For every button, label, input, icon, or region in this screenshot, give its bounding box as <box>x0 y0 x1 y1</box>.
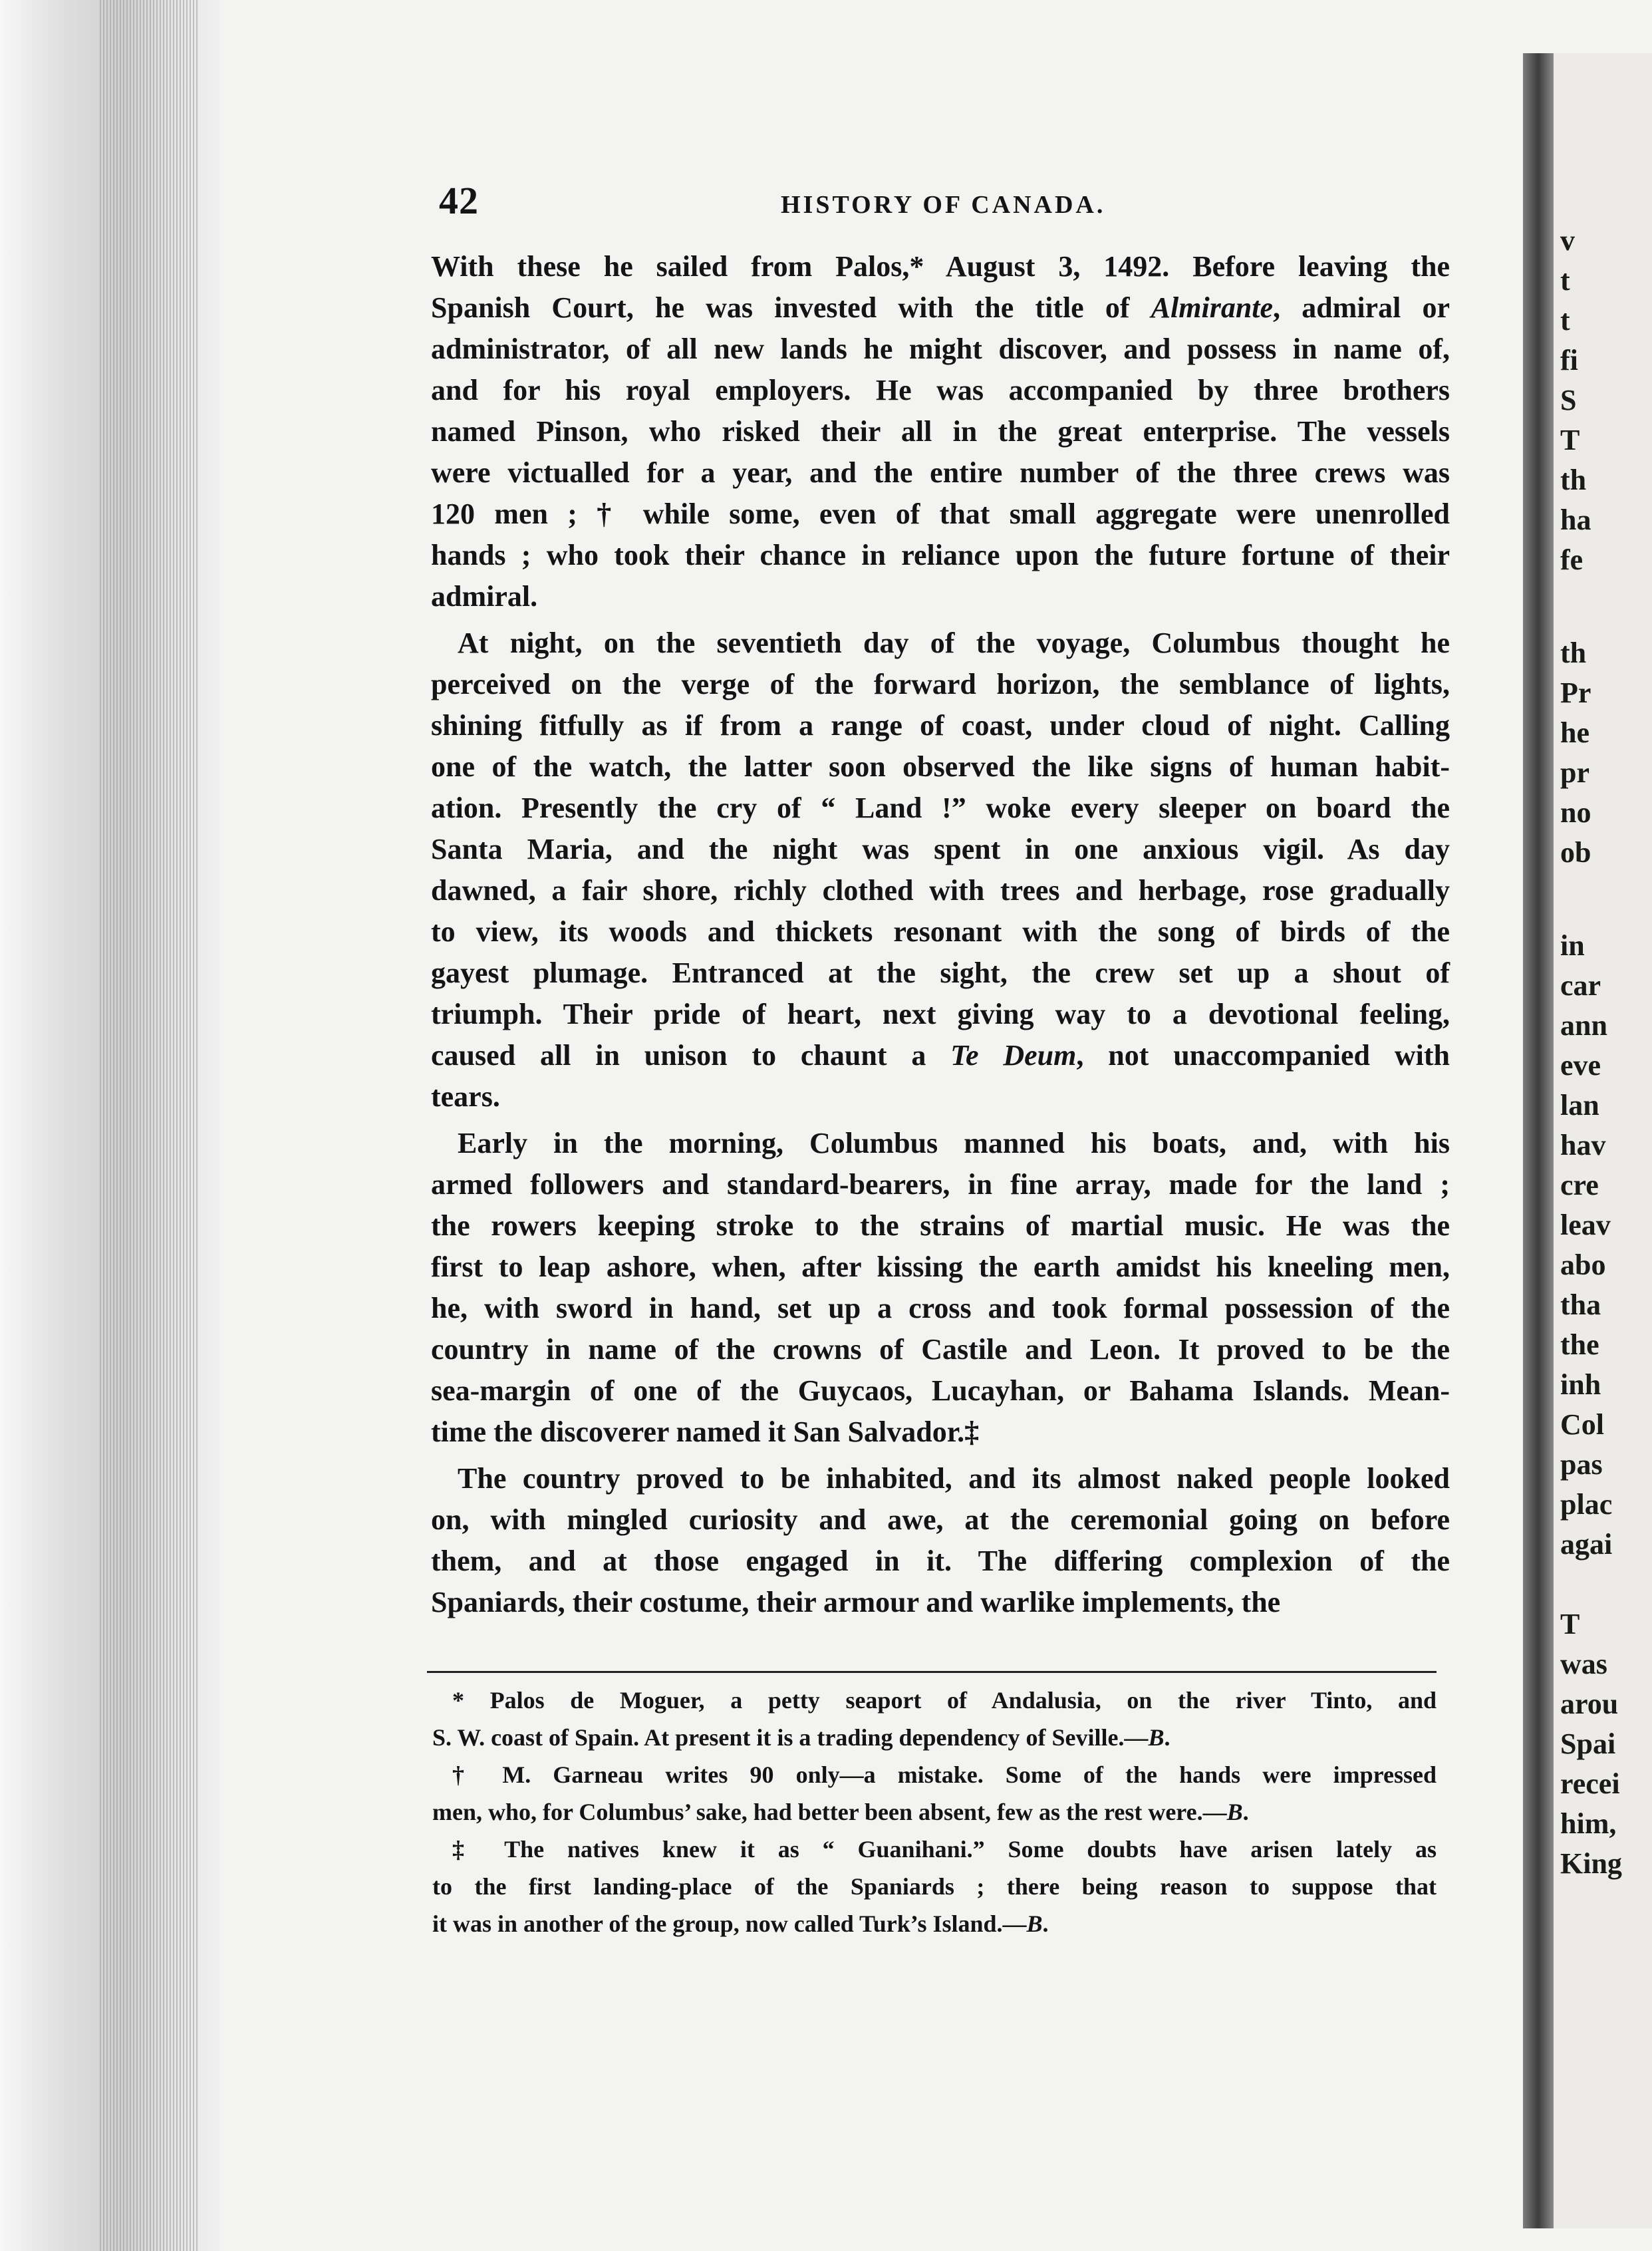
text-line: admiral. <box>431 580 538 613</box>
text-line: one of the watch, the latter soon observed the like signs of human habit- <box>431 750 1450 783</box>
text-line: At night, on the seventieth day of the voyage, Columbus thought he <box>458 627 1450 659</box>
page-edge-line <box>106 0 108 2251</box>
text-line: first to leap ashore, when, after kissing the earth amidst his kneeling men, <box>431 1251 1450 1283</box>
text-line: 120 men ; † while some, even of that small aggregate were unenrolled <box>431 498 1450 530</box>
facing-page-fragment: t <box>1560 264 1570 297</box>
page-edge-line <box>196 0 198 2251</box>
facing-page-fragment: ann <box>1560 1009 1607 1042</box>
facing-page-fragment: th <box>1560 637 1587 669</box>
facing-page-fragment: inh <box>1560 1368 1601 1401</box>
facing-page-fragment: no <box>1560 796 1591 829</box>
text-line: on, with mingled curiosity and awe, at the ceremonial going on before <box>431 1503 1450 1536</box>
page-edge-line <box>173 0 174 2251</box>
page-edge-line <box>160 0 161 2251</box>
footnote <box>432 1831 1437 1942</box>
binding-gutter <box>1523 53 1554 2228</box>
text-line: and for his royal employers. He was accompanied by three brothers <box>431 374 1450 406</box>
paragraph <box>431 1123 1450 1453</box>
text-line: Santa Maria, and the night was spent in one anxious vigil. As day <box>431 833 1450 865</box>
facing-page-fragment: Col <box>1560 1408 1604 1441</box>
text-line: triumph. Their pride of heart, next giving way to a devotional feeling, <box>431 998 1450 1030</box>
page-edge-line <box>163 0 164 2251</box>
facing-page-fragment: leav <box>1560 1209 1611 1241</box>
facing-page-fragment: he <box>1560 716 1589 749</box>
text-line: ation. Presently the cry of “ Land !” woke every sleeper on board the <box>431 792 1450 824</box>
facing-page-fragment: T <box>1560 1608 1580 1640</box>
page-edge-line <box>110 0 111 2251</box>
page-edge-line <box>103 0 104 2251</box>
text-line: time the discoverer named it San Salvador.‡ <box>431 1416 980 1448</box>
running-title: HISTORY OF CANADA. <box>781 191 1106 219</box>
text-line: gayest plumage. Entranced at the sight, the crew set up a shout of <box>431 957 1450 989</box>
facing-page-fragment: t <box>1560 304 1570 337</box>
footnote <box>432 1756 1437 1831</box>
facing-page-fragment: him, <box>1560 1807 1617 1840</box>
page-edge-line <box>150 0 151 2251</box>
text-line: tears. <box>431 1080 500 1113</box>
facing-page-fragment: ha <box>1560 504 1591 536</box>
text-line: The country proved to be inhabited, and its almost naked people looked <box>458 1462 1450 1495</box>
text-line: shining fitfully as if from a range of coast, under cloud of night. Calling <box>431 709 1450 742</box>
page-number: 42 <box>439 179 479 222</box>
facing-page-fragment: tha <box>1560 1288 1601 1321</box>
facing-page-fragment: King <box>1560 1847 1622 1880</box>
text-line: perceived on the verge of the forward horizon, the semblance of lights, <box>431 668 1450 700</box>
text-line: Spaniards, their costume, their armour and warlike implements, the <box>431 1586 1281 1618</box>
page-edge-line <box>126 0 128 2251</box>
facing-page-fragment: Pr <box>1560 676 1591 709</box>
text-line: Spanish Court, he was invested with the title of Almirante, admiral or <box>431 291 1450 324</box>
facing-page-fragment: the <box>1560 1328 1599 1361</box>
page-edge-line <box>140 0 141 2251</box>
facing-page-fragment: pas <box>1560 1448 1603 1481</box>
text-line: the rowers keeping stroke to the strains of martial music. He was the <box>431 1209 1450 1242</box>
facing-page-fragment: hav <box>1560 1129 1606 1161</box>
facing-page-fragment: Spai <box>1560 1727 1616 1760</box>
facing-page-fragment: S <box>1560 384 1577 416</box>
page-edge-line <box>133 0 134 2251</box>
page-edge-line <box>176 0 178 2251</box>
page-edge-line <box>180 0 181 2251</box>
footnote-line: ‡ The natives knew it as “ Guanihani.” Some doubts have arisen lately as <box>452 1836 1437 1863</box>
page-edge-line <box>166 0 168 2251</box>
facing-page-fragment: eve <box>1560 1049 1601 1082</box>
footnote-rule <box>427 1671 1437 1673</box>
footnote-line: to the first landing-place of the Spaniards ; there being reason to suppose that <box>432 1873 1437 1900</box>
page-edge-line <box>146 0 148 2251</box>
footnote <box>432 1682 1437 1756</box>
text-line: to view, its woods and thickets resonant with the song of birds of the <box>431 915 1450 948</box>
text-line: administrator, of all new lands he might discover, and possess in name of, <box>431 333 1450 365</box>
paragraph <box>431 623 1450 1118</box>
text-line: caused all in unison to chaunt a Te Deum, not unaccompanied with <box>431 1039 1450 1072</box>
text-line: dawned, a fair shore, richly clothed with trees and herbage, rose gradually <box>431 874 1450 907</box>
text-line: them, and at those engaged in it. The differing complexion of the <box>431 1545 1450 1577</box>
paragraph <box>431 1458 1450 1623</box>
page-edge-line <box>193 0 194 2251</box>
text-line: With these he sailed from Palos,* August 3, 1492. Before leaving the <box>431 250 1450 283</box>
page-edge-line <box>143 0 144 2251</box>
page-edge-line <box>120 0 121 2251</box>
footnote-line: it was in another of the group, now called Turk’s Island.—B. <box>432 1910 1049 1937</box>
page-edge-line <box>113 0 114 2251</box>
page-edge-line <box>186 0 188 2251</box>
body-text <box>431 246 1450 1623</box>
facing-page-fragment: in <box>1560 929 1585 962</box>
text-line: Early in the morning, Columbus manned his boats, and, with his <box>458 1127 1450 1159</box>
page-edge-line <box>130 0 131 2251</box>
footnote-line: S. W. coast of Spain. At present it is a trading dependency of Seville.—B. <box>432 1724 1170 1751</box>
facing-page-fragment: arou <box>1560 1688 1619 1720</box>
facing-page-fragment: plac <box>1560 1488 1613 1521</box>
text-line: hands ; who took their chance in reliance upon the future fortune of their <box>431 539 1450 571</box>
page-edge-line <box>100 0 101 2251</box>
page-edge-line <box>116 0 118 2251</box>
text-line: armed followers and standard-bearers, in fine array, made for the land ; <box>431 1168 1450 1201</box>
footnote-line: men, who, for Columbus’ sake, had better been absent, few as the rest were.—B. <box>432 1799 1249 1825</box>
paragraph <box>431 246 1450 617</box>
footnote-line: * Palos de Moguer, a petty seaport of Andalusia, on the river Tinto, and <box>452 1687 1437 1714</box>
facing-page-fragment: pr <box>1560 756 1589 789</box>
facing-page-fragment: lan <box>1560 1089 1599 1122</box>
footnote-line: † M. Garneau writes 90 only—a mistake. Some of the hands were impressed <box>452 1761 1437 1788</box>
facing-page-fragment: abo <box>1560 1249 1606 1281</box>
facing-page-fragment: car <box>1560 969 1601 1002</box>
text-line: were victualled for a year, and the entire number of the three crews was <box>431 456 1450 489</box>
facing-page-fragment: th <box>1560 464 1587 496</box>
text-line: sea-margin of one of the Guycaos, Lucayhan, or Bahama Islands. Mean- <box>431 1374 1450 1407</box>
text-line: named Pinson, who risked their all in the great enterprise. The vessels <box>431 415 1450 448</box>
page-edge-line <box>183 0 184 2251</box>
page-edge-line <box>156 0 158 2251</box>
facing-page-fragment: T <box>1560 424 1580 456</box>
facing-page-fragment: fe <box>1560 543 1583 576</box>
facing-page-fragment: agai <box>1560 1528 1613 1561</box>
page-edge-line <box>153 0 154 2251</box>
facing-page-edge <box>1554 53 1652 2228</box>
text-line: country in name of the crowns of Castile and Leon. It proved to be the <box>431 1333 1450 1366</box>
footnotes <box>432 1682 1437 1942</box>
page-edge-stack <box>0 0 219 2251</box>
facing-page-fragment: fi <box>1560 344 1578 376</box>
page-edge-line <box>123 0 124 2251</box>
running-head <box>0 178 1652 225</box>
page-edge-line <box>190 0 191 2251</box>
text-line: he, with sword in hand, set up a cross and took formal possession of the <box>431 1292 1450 1324</box>
facing-page-fragment: was <box>1560 1648 1607 1680</box>
facing-page-fragment: v <box>1560 224 1575 257</box>
page-edge-line <box>136 0 138 2251</box>
page-edge-line <box>170 0 171 2251</box>
facing-page-fragment: recei <box>1560 1767 1620 1800</box>
facing-page-fragment: cre <box>1560 1169 1599 1201</box>
facing-page-fragment: ob <box>1560 836 1591 869</box>
